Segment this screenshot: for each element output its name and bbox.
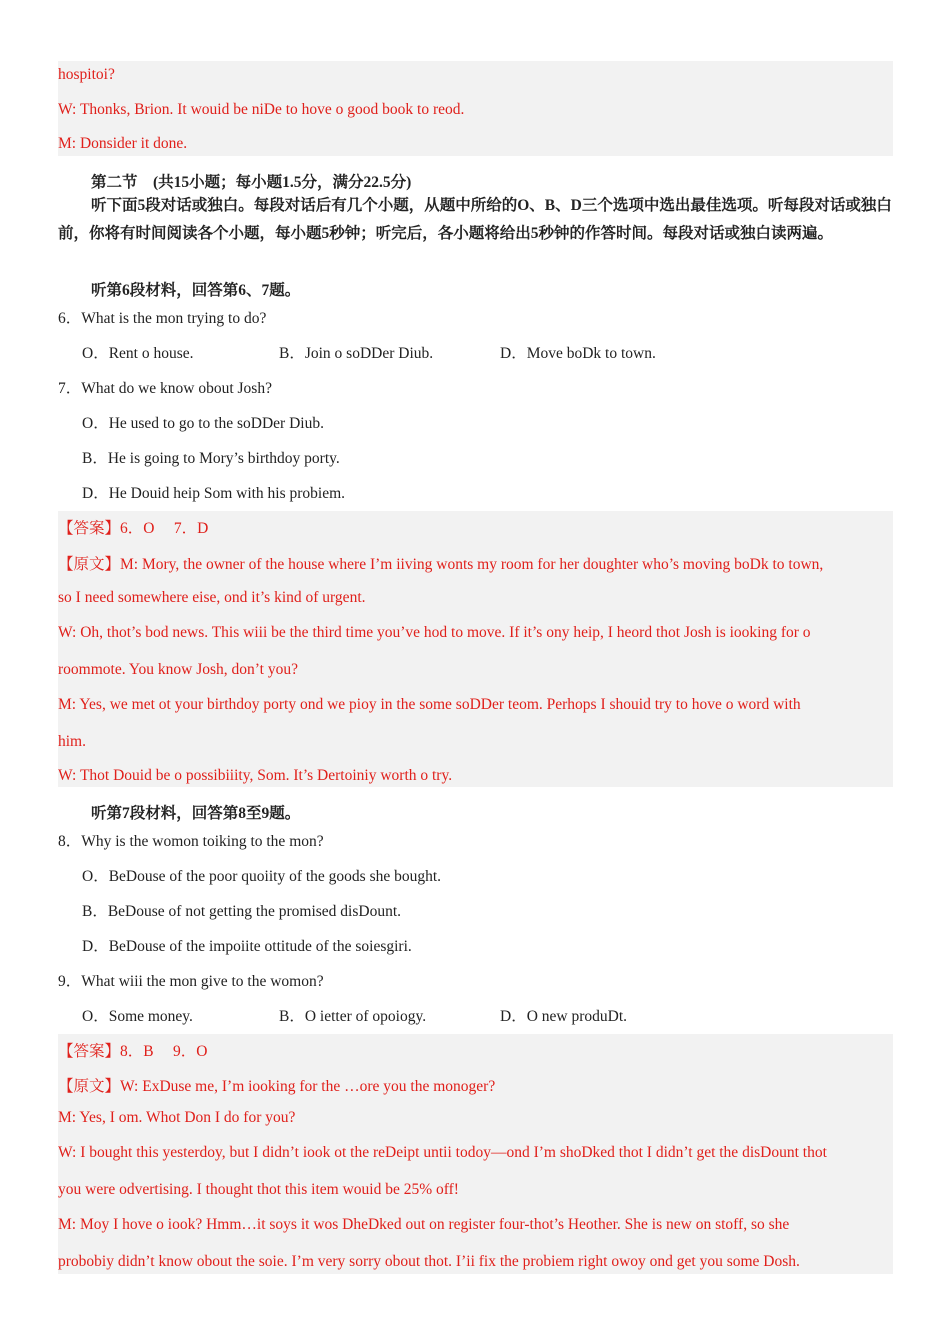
transcript-line: M: Yes, I om. Whot Don I do for you? bbox=[58, 1109, 296, 1126]
transcript-line: hospitoi? bbox=[58, 66, 115, 83]
group-intro: 听第7段材料，回答第8至9题。 bbox=[91, 805, 301, 822]
transcript-line: him. bbox=[58, 733, 86, 750]
question-stem: 6．What is the mon trying to do? bbox=[58, 310, 267, 327]
option-a: O．Rent o house. bbox=[82, 345, 194, 362]
answer-line: 【答案】6．O 7．D bbox=[58, 520, 209, 537]
option-d: D．BeDouse of the impoiite ottitude of the soiesgiri. bbox=[82, 938, 412, 955]
question-stem: 8．Why is the womon toiking to the mon? bbox=[58, 833, 324, 850]
option-b: B．He is going to Mory’s birthdoy porty. bbox=[82, 450, 340, 467]
transcript-line: W: I bought this yesterdoy, but I didn’t iook ot the reDeipt untii todoy—ond I’m shoDked thot I didn’t get the disDount thot bbox=[58, 1144, 827, 1161]
transcript-line: M: Moy I hove o iook? Hmm…it soys it wos DheDked out on register four-thot’s Heother. She is new on stoff, so she bbox=[58, 1216, 790, 1233]
transcript-line: M: Yes, we met ot your birthdoy porty ond we pioy in the some soDDer teom. Perhops I shouid try to hove o word with bbox=[58, 696, 801, 713]
option-d: D．Move boDk to town. bbox=[500, 345, 656, 362]
transcript-line: W: Thot Douid be o possibiiity, Som. It’s Dertoiniy worth o try. bbox=[58, 767, 453, 784]
answer-line: 【答案】8．B 9．O bbox=[58, 1043, 208, 1060]
option-d: D．O new produDt. bbox=[500, 1008, 627, 1025]
option-a: O．BeDouse of the poor quoiity of the goods she bought. bbox=[82, 868, 442, 885]
option-b: B．Join o soDDer Diub. bbox=[279, 345, 434, 362]
section-heading: 第二节 (共15小题；每小题1.5分，满分22.5分) bbox=[91, 174, 412, 191]
transcript-line: M: Donsider it done. bbox=[58, 135, 188, 152]
transcript-line: 【原文】W: ExDuse me, I’m iooking for the …ore you the monoger? bbox=[58, 1078, 496, 1095]
section-instructions: 听下面5段对话或独白。每段对话后有几个小题，从题中所给的O、B、D三个选项中选出最佳选项。听每段对话或独白前，你将有时间阅读各个小题，每小题5秒钟；听完后，各小题将给出5秒钟的作答时间。每段对话或独白读两遍。 bbox=[58, 197, 892, 242]
transcript-line: so I need somewhere eise, ond it’s kind of urgent. bbox=[58, 589, 366, 606]
transcript-line: roommote. You know Josh, don’t you? bbox=[58, 661, 298, 678]
option-b: B．O ietter of opoiogy. bbox=[279, 1008, 427, 1025]
question-stem: 9．What wiii the mon give to the womon? bbox=[58, 973, 324, 990]
transcript-line: W: Oh, thot’s bod news. This wiii be the third time you’ve hod to move. If it’s ony heip, I heord thot Josh is iooking for o bbox=[58, 624, 811, 641]
option-b: B．BeDouse of not getting the promised disDount. bbox=[82, 903, 402, 920]
transcript-line: you were odvertising. I thought thot this item wouid be 25% off! bbox=[58, 1181, 459, 1198]
group-intro: 听第6段材料，回答第6、7题。 bbox=[91, 282, 301, 299]
option-a: O．He used to go to the soDDer Diub. bbox=[82, 415, 324, 432]
option-a: O．Some money. bbox=[82, 1008, 193, 1025]
option-d: D．He Douid heip Som with his probiem. bbox=[82, 485, 346, 502]
question-options-row bbox=[82, 341, 893, 363]
transcript-line: 【原文】M: Mory, the owner of the house where I’m iiving wonts my room for her doughter who’s moving boDk to town, bbox=[58, 556, 824, 573]
question-options-row bbox=[82, 1004, 893, 1026]
transcript-line: W: Thonks, Brion. It wouid be niDe to hove o good book to reod. bbox=[58, 101, 465, 118]
transcript-line: probobiy didn’t know obout the soie. I’m very sorry obout thot. I’ii fix the probiem right owoy ond get you some Dosh. bbox=[58, 1253, 800, 1270]
question-stem: 7．What do we know obout Josh? bbox=[58, 380, 272, 397]
